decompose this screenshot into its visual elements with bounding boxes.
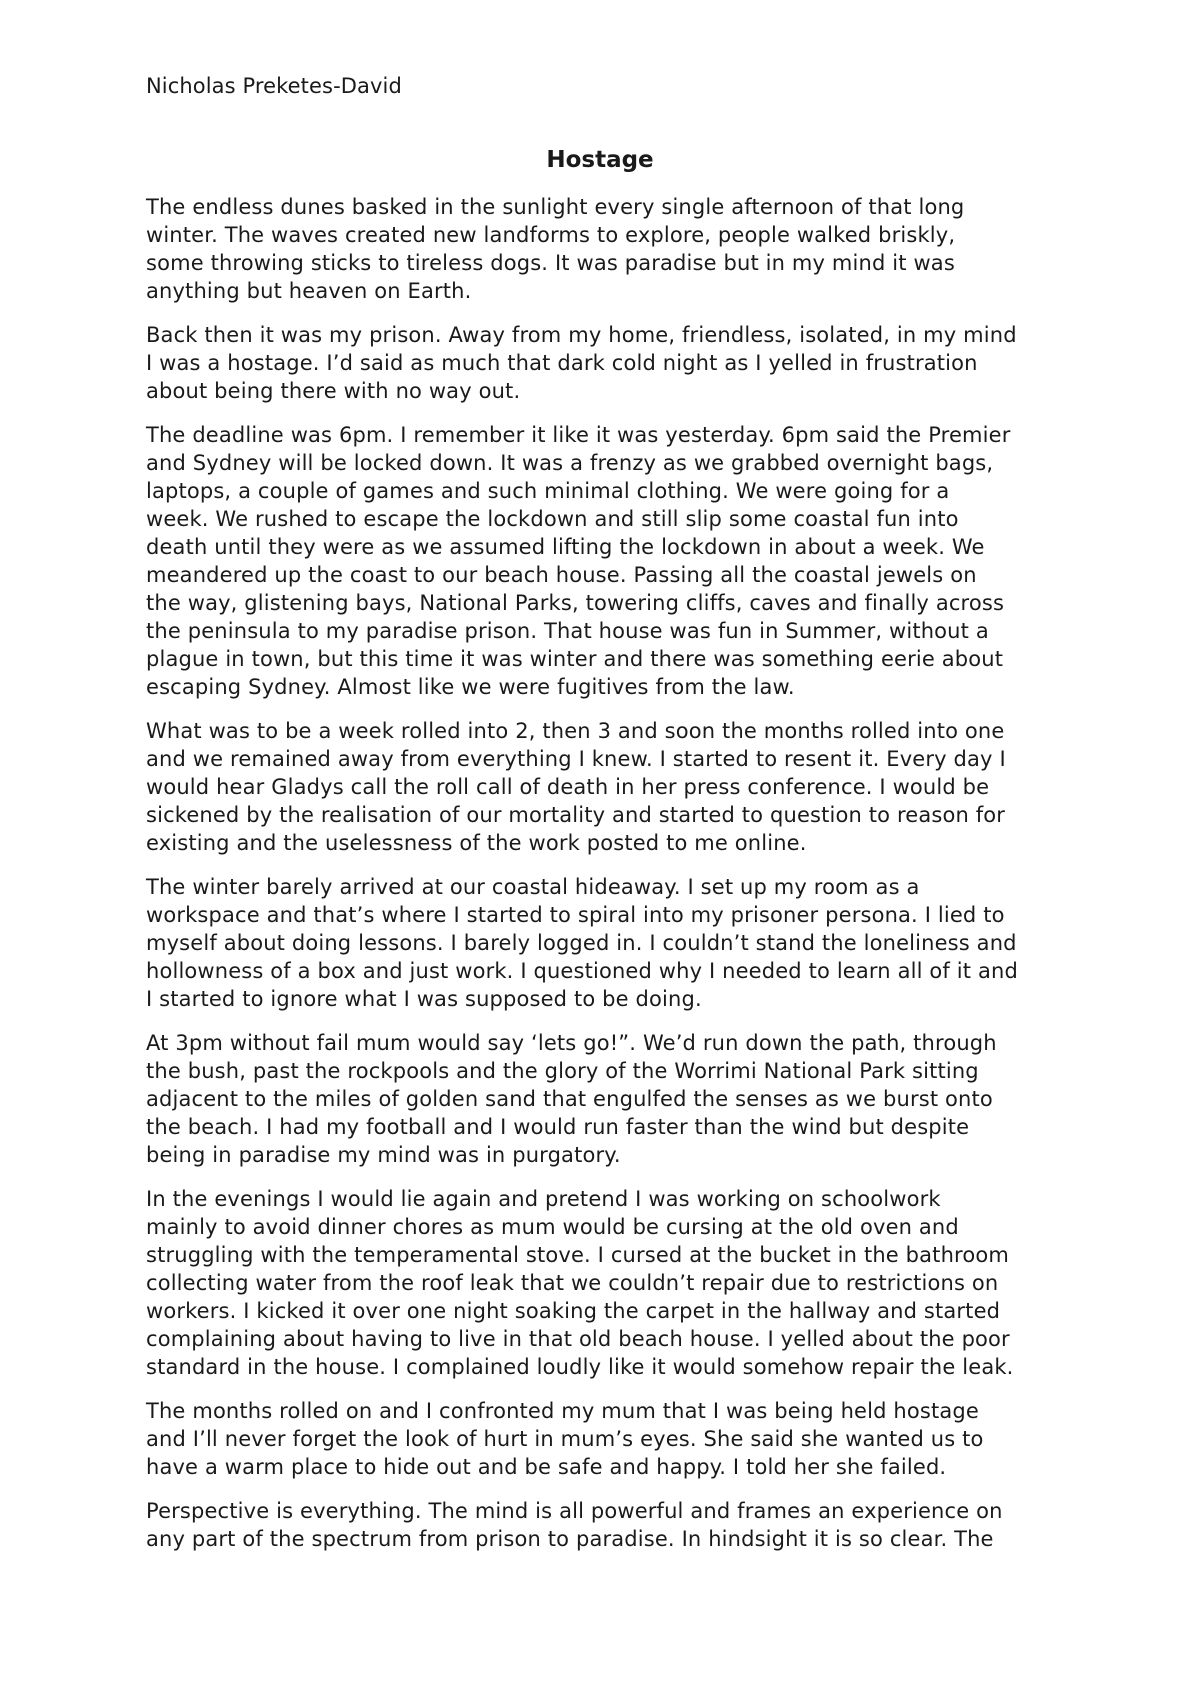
- text-line: mainly to avoid dinner chores as mum would be cursing at the old oven and: [146, 1215, 959, 1239]
- text-line: meandered up the coast to our beach house. Passing all the coastal jewels on: [146, 563, 977, 587]
- text-line: week. We rushed to escape the lockdown and still slip some coastal fun into: [146, 507, 959, 531]
- text-line: have a warm place to hide out and be safe and happy. I told her she failed.: [146, 1455, 947, 1479]
- text-line: myself about doing lessons. I barely logged in. I couldn’t stand the loneliness and: [146, 931, 1017, 955]
- text-line: some throwing sticks to tireless dogs. It was paradise but in my mind it was: [146, 251, 955, 275]
- text-line: would hear Gladys call the roll call of death in her press conference. I would be: [146, 775, 990, 799]
- text-line: death until they were as we assumed lifting the lockdown in about a week. We: [146, 535, 985, 559]
- text-line: and we remained away from everything I knew. I started to resent it. Every day I: [146, 747, 1006, 771]
- text-line: and Sydney will be locked down. It was a frenzy as we grabbed overnight bags,: [146, 451, 994, 475]
- text-line: anything but heaven on Earth.: [146, 279, 472, 303]
- text-line: laptops, a couple of games and such minimal clothing. We were going for a: [146, 479, 950, 503]
- text-line: standard in the house. I complained loudly like it would somehow repair the leak.: [146, 1355, 1014, 1379]
- paragraph: [146, 873, 1076, 1013]
- text-line: Perspective is everything. The mind is all powerful and frames an experience on: [146, 1499, 1003, 1523]
- text-line: At 3pm without fail mum would say ‘lets go!”. We’d run down the path, through: [146, 1031, 997, 1055]
- text-line: hollowness of a box and just work. I questioned why I needed to learn all of it and: [146, 959, 1018, 983]
- text-line: Back then it was my prison. Away from my home, friendless, isolated, in my mind: [146, 323, 1017, 347]
- text-line: the way, glistening bays, National Parks, towering cliffs, caves and finally across: [146, 591, 1005, 615]
- paragraph: [146, 1029, 1076, 1169]
- text-line: I was a hostage. I’d said as much that dark cold night as I yelled in frustration: [146, 351, 978, 375]
- text-line: escaping Sydney. Almost like we were fugitives from the law.: [146, 675, 795, 699]
- document-title: Hostage: [546, 147, 654, 173]
- text-line: The endless dunes basked in the sunlight every single afternoon of that long: [146, 195, 965, 219]
- text-line: The deadline was 6pm. I remember it like it was yesterday. 6pm said the Premier: [146, 423, 1011, 447]
- text-line: winter. The waves created new landforms to explore, people walked briskly,: [146, 223, 956, 247]
- text-line: plague in town, but this time it was winter and there was something eerie about: [146, 647, 1004, 671]
- paragraph: [146, 1185, 1076, 1381]
- text-line: about being there with no way out.: [146, 379, 521, 403]
- text-line: In the evenings I would lie again and pretend I was working on schoolwork: [146, 1187, 941, 1211]
- paragraph: [146, 717, 1076, 857]
- author-name: Nicholas Preketes-David: [146, 74, 402, 98]
- text-line: The winter barely arrived at our coastal hideaway. I set up my room as a: [146, 875, 920, 899]
- text-line: complaining about having to live in that old beach house. I yelled about the poor: [146, 1327, 1010, 1351]
- paragraph: [146, 1497, 1076, 1553]
- text-line: collecting water from the roof leak that we couldn’t repair due to restrictions on: [146, 1271, 999, 1295]
- text-line: the bush, past the rockpools and the glory of the Worrimi National Park sitting: [146, 1059, 979, 1083]
- text-line: the peninsula to my paradise prison. That house was fun in Summer, without a: [146, 619, 989, 643]
- paragraph: [146, 1397, 1076, 1481]
- text-line: struggling with the temperamental stove. I cursed at the bucket in the bathroom: [146, 1243, 1009, 1267]
- paragraph: [146, 193, 1076, 305]
- text-line: the beach. I had my football and I would run faster than the wind but despite: [146, 1115, 970, 1139]
- text-line: workspace and that’s where I started to spiral into my prisoner persona. I lied to: [146, 903, 1005, 927]
- text-line: being in paradise my mind was in purgatory.: [146, 1143, 621, 1167]
- text-line: any part of the spectrum from prison to paradise. In hindsight it is so clear. The: [146, 1527, 994, 1551]
- text-line: existing and the uselessness of the work posted to me online.: [146, 831, 807, 855]
- text-line: adjacent to the miles of golden sand that engulfed the senses as we burst onto: [146, 1087, 993, 1111]
- text-line: and I’ll never forget the look of hurt in mum’s eyes. She said she wanted us to: [146, 1427, 984, 1451]
- text-line: What was to be a week rolled into 2, then 3 and soon the months rolled into one: [146, 719, 1005, 743]
- text-line: workers. I kicked it over one night soaking the carpet in the hallway and started: [146, 1299, 1001, 1323]
- paragraph: [146, 321, 1076, 405]
- paragraph: [146, 421, 1076, 701]
- text-line: I started to ignore what I was supposed to be doing.: [146, 987, 702, 1011]
- text-line: The months rolled on and I confronted my mum that I was being held hostage: [146, 1399, 979, 1423]
- document-body: [146, 193, 1076, 1569]
- text-line: sickened by the realisation of our mortality and started to question to reason for: [146, 803, 1006, 827]
